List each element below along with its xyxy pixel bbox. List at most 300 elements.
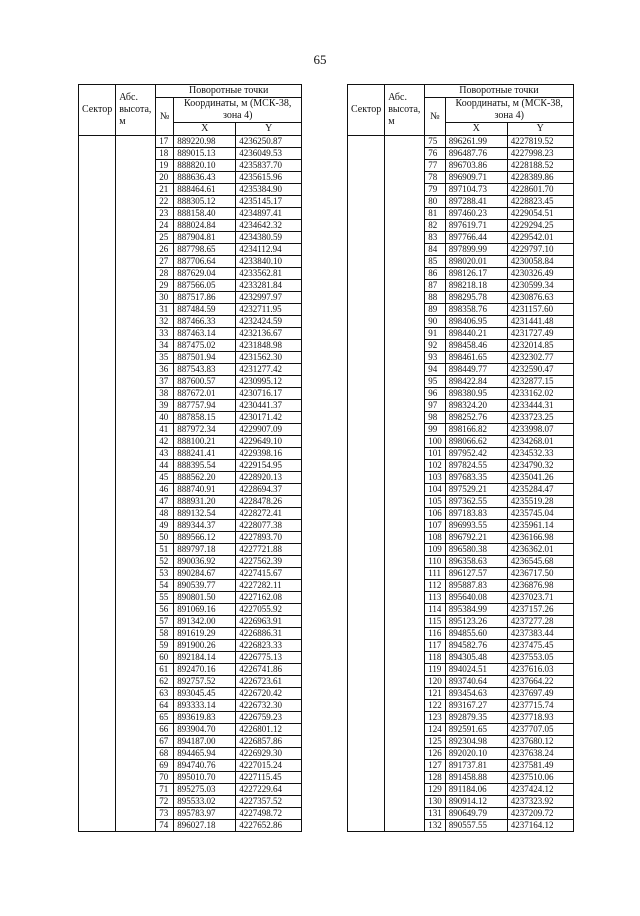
y-coordinate-cell: 4234897.41 (236, 208, 302, 220)
point-number-cell: 122 (425, 700, 446, 712)
x-coordinate-cell: 896127.57 (445, 568, 507, 580)
point-number-cell: 121 (425, 688, 446, 700)
point-number-cell: 91 (425, 328, 446, 340)
x-coordinate-cell: 898126.17 (445, 268, 507, 280)
y-coordinate-cell: 4237707.05 (507, 724, 573, 736)
point-number-cell: 130 (425, 796, 446, 808)
point-number-cell: 34 (156, 340, 174, 352)
y-coordinate-cell: 4230716.17 (236, 388, 302, 400)
x-coordinate-cell: 894305.48 (445, 652, 507, 664)
x-coordinate-cell: 887466.33 (174, 316, 236, 328)
y-coordinate-cell: 4226723.61 (236, 676, 302, 688)
point-number-cell: 68 (156, 748, 174, 760)
y-coordinate-cell: 4228478.26 (236, 496, 302, 508)
y-coordinate-cell: 4227229.64 (236, 784, 302, 796)
x-coordinate-cell: 897683.35 (445, 472, 507, 484)
y-coordinate-cell: 4232014.85 (507, 340, 573, 352)
x-coordinate-cell: 898458.46 (445, 340, 507, 352)
y-coordinate-cell: 4236166.98 (507, 532, 573, 544)
coordinates-table-right (347, 84, 574, 832)
y-coordinate-cell: 4227357.52 (236, 796, 302, 808)
point-number-cell: 32 (156, 316, 174, 328)
point-number-cell: 95 (425, 376, 446, 388)
x-coordinate-cell: 892020.10 (445, 748, 507, 760)
point-number-cell: 56 (156, 604, 174, 616)
x-coordinate-cell: 888100.21 (174, 436, 236, 448)
point-number-cell: 132 (425, 820, 446, 832)
y-coordinate-cell: 4235041.26 (507, 472, 573, 484)
y-coordinate-cell: 4231157.60 (507, 304, 573, 316)
point-number-cell: 53 (156, 568, 174, 580)
y-coordinate-cell: 4237718.93 (507, 712, 573, 724)
x-coordinate-cell: 890649.79 (445, 808, 507, 820)
x-coordinate-cell: 898406.95 (445, 316, 507, 328)
y-coordinate-cell: 4227055.92 (236, 604, 302, 616)
y-coordinate-cell: 4230876.63 (507, 292, 573, 304)
y-coordinate-cell: 4236876.98 (507, 580, 573, 592)
point-number-cell: 100 (425, 436, 446, 448)
y-coordinate-cell: 4227893.70 (236, 532, 302, 544)
x-coordinate-cell: 887463.14 (174, 328, 236, 340)
header-sector: Сектор (79, 85, 116, 136)
point-number-cell: 85 (425, 256, 446, 268)
point-number-cell: 116 (425, 628, 446, 640)
point-number-cell: 94 (425, 364, 446, 376)
point-number-cell: 107 (425, 520, 446, 532)
y-coordinate-cell: 4235519.28 (507, 496, 573, 508)
x-coordinate-cell: 889797.18 (174, 544, 236, 556)
x-coordinate-cell: 895384.99 (445, 604, 507, 616)
x-coordinate-cell: 889566.12 (174, 532, 236, 544)
y-coordinate-cell: 4237638.24 (507, 748, 573, 760)
x-coordinate-cell: 887566.05 (174, 280, 236, 292)
point-number-cell: 104 (425, 484, 446, 496)
point-number-cell: 46 (156, 484, 174, 496)
y-coordinate-cell: 4229797.10 (507, 244, 573, 256)
y-coordinate-cell: 4237023.71 (507, 592, 573, 604)
point-number-cell: 111 (425, 568, 446, 580)
x-coordinate-cell: 893740.64 (445, 676, 507, 688)
x-coordinate-cell: 897288.41 (445, 196, 507, 208)
point-number-cell: 22 (156, 196, 174, 208)
y-coordinate-cell: 4235145.17 (236, 196, 302, 208)
x-coordinate-cell: 889132.54 (174, 508, 236, 520)
x-coordinate-cell: 897899.99 (445, 244, 507, 256)
x-coordinate-cell: 898066.62 (445, 436, 507, 448)
x-coordinate-cell: 891342.00 (174, 616, 236, 628)
point-number-cell: 125 (425, 736, 446, 748)
y-coordinate-cell: 4230599.34 (507, 280, 573, 292)
x-coordinate-cell: 895123.26 (445, 616, 507, 628)
point-number-cell: 67 (156, 736, 174, 748)
point-number-cell: 119 (425, 664, 446, 676)
y-coordinate-cell: 4237664.22 (507, 676, 573, 688)
x-coordinate-cell: 890914.12 (445, 796, 507, 808)
y-coordinate-cell: 4230171.42 (236, 412, 302, 424)
x-coordinate-cell: 890284.67 (174, 568, 236, 580)
y-coordinate-cell: 4234112.94 (236, 244, 302, 256)
point-number-cell: 97 (425, 400, 446, 412)
x-coordinate-cell: 896993.55 (445, 520, 507, 532)
y-coordinate-cell: 4232711.95 (236, 304, 302, 316)
x-coordinate-cell: 891184.06 (445, 784, 507, 796)
x-coordinate-cell: 893045.45 (174, 688, 236, 700)
x-coordinate-cell: 897362.55 (445, 496, 507, 508)
point-number-cell: 47 (156, 496, 174, 508)
x-coordinate-cell: 888820.10 (174, 160, 236, 172)
point-number-cell: 25 (156, 232, 174, 244)
y-coordinate-cell: 4230441.37 (236, 400, 302, 412)
x-coordinate-cell: 890539.77 (174, 580, 236, 592)
y-coordinate-cell: 4237424.12 (507, 784, 573, 796)
point-number-cell: 99 (425, 424, 446, 436)
y-coordinate-cell: 4232302.77 (507, 352, 573, 364)
point-number-cell: 81 (425, 208, 446, 220)
x-coordinate-cell: 897460.23 (445, 208, 507, 220)
x-coordinate-cell: 896487.76 (445, 148, 507, 160)
point-number-cell: 30 (156, 292, 174, 304)
x-coordinate-cell: 888636.43 (174, 172, 236, 184)
table-body-left (79, 136, 302, 832)
x-coordinate-cell: 887501.94 (174, 352, 236, 364)
point-number-cell: 70 (156, 772, 174, 784)
y-coordinate-cell: 4237553.05 (507, 652, 573, 664)
point-number-cell: 33 (156, 328, 174, 340)
x-coordinate-cell: 888740.91 (174, 484, 236, 496)
y-coordinate-cell: 4227282.11 (236, 580, 302, 592)
point-number-cell: 58 (156, 628, 174, 640)
x-coordinate-cell: 892591.65 (445, 724, 507, 736)
x-coordinate-cell: 888931.20 (174, 496, 236, 508)
y-coordinate-cell: 4231277.42 (236, 364, 302, 376)
y-coordinate-cell: 4237697.49 (507, 688, 573, 700)
point-number-cell: 129 (425, 784, 446, 796)
x-coordinate-cell: 888305.12 (174, 196, 236, 208)
y-coordinate-cell: 4237475.45 (507, 640, 573, 652)
x-coordinate-cell: 890036.92 (174, 556, 236, 568)
x-coordinate-cell: 895533.02 (174, 796, 236, 808)
point-number-cell: 69 (156, 760, 174, 772)
y-coordinate-cell: 4229154.95 (236, 460, 302, 472)
x-coordinate-cell: 893454.63 (445, 688, 507, 700)
y-coordinate-cell: 4227998.23 (507, 148, 573, 160)
y-coordinate-cell: 4229542.01 (507, 232, 573, 244)
x-coordinate-cell: 898324.20 (445, 400, 507, 412)
y-coordinate-cell: 4230995.12 (236, 376, 302, 388)
header-x: X (445, 123, 507, 136)
point-number-cell: 73 (156, 808, 174, 820)
point-number-cell: 118 (425, 652, 446, 664)
x-coordinate-cell: 893619.83 (174, 712, 236, 724)
y-coordinate-cell: 4227652.86 (236, 820, 302, 832)
point-number-cell: 120 (425, 676, 446, 688)
x-coordinate-cell: 894582.76 (445, 640, 507, 652)
point-number-cell: 80 (425, 196, 446, 208)
y-coordinate-cell: 4237157.26 (507, 604, 573, 616)
x-coordinate-cell: 898449.77 (445, 364, 507, 376)
x-coordinate-cell: 888395.54 (174, 460, 236, 472)
x-coordinate-cell: 889344.37 (174, 520, 236, 532)
x-coordinate-cell: 887629.04 (174, 268, 236, 280)
y-coordinate-cell: 4227819.52 (507, 136, 573, 148)
y-coordinate-cell: 4233723.25 (507, 412, 573, 424)
x-coordinate-cell: 897766.44 (445, 232, 507, 244)
x-coordinate-cell: 896261.99 (445, 136, 507, 148)
y-coordinate-cell: 4233281.84 (236, 280, 302, 292)
x-coordinate-cell: 887798.65 (174, 244, 236, 256)
x-coordinate-cell: 894740.76 (174, 760, 236, 772)
point-number-cell: 44 (156, 460, 174, 472)
y-coordinate-cell: 4237616.03 (507, 664, 573, 676)
x-coordinate-cell: 896580.38 (445, 544, 507, 556)
header-number: № (425, 98, 446, 136)
x-coordinate-cell: 897183.83 (445, 508, 507, 520)
point-number-cell: 96 (425, 388, 446, 400)
x-coordinate-cell: 887475.02 (174, 340, 236, 352)
header-y: Y (236, 123, 302, 136)
y-coordinate-cell: 4236049.53 (236, 148, 302, 160)
point-number-cell: 102 (425, 460, 446, 472)
point-number-cell: 51 (156, 544, 174, 556)
coordinates-table-left (78, 84, 302, 832)
point-number-cell: 77 (425, 160, 446, 172)
x-coordinate-cell: 890801.50 (174, 592, 236, 604)
point-number-cell: 45 (156, 472, 174, 484)
y-coordinate-cell: 4234532.33 (507, 448, 573, 460)
point-number-cell: 61 (156, 664, 174, 676)
y-coordinate-cell: 4237164.12 (507, 820, 573, 832)
y-coordinate-cell: 4229907.09 (236, 424, 302, 436)
y-coordinate-cell: 4237209.72 (507, 808, 573, 820)
point-number-cell: 59 (156, 640, 174, 652)
point-number-cell: 71 (156, 784, 174, 796)
x-coordinate-cell: 898295.78 (445, 292, 507, 304)
y-coordinate-cell: 4228920.13 (236, 472, 302, 484)
x-coordinate-cell: 887706.64 (174, 256, 236, 268)
point-number-cell: 40 (156, 412, 174, 424)
y-coordinate-cell: 4226775.13 (236, 652, 302, 664)
point-number-cell: 74 (156, 820, 174, 832)
point-number-cell: 113 (425, 592, 446, 604)
point-number-cell: 17 (156, 136, 174, 148)
x-coordinate-cell: 896358.63 (445, 556, 507, 568)
y-coordinate-cell: 4228694.37 (236, 484, 302, 496)
x-coordinate-cell: 896703.86 (445, 160, 507, 172)
y-coordinate-cell: 4229649.10 (236, 436, 302, 448)
y-coordinate-cell: 4234790.32 (507, 460, 573, 472)
point-number-cell: 98 (425, 412, 446, 424)
x-coordinate-cell: 888464.61 (174, 184, 236, 196)
y-coordinate-cell: 4231441.48 (507, 316, 573, 328)
y-coordinate-cell: 4235961.14 (507, 520, 573, 532)
x-coordinate-cell: 898020.01 (445, 256, 507, 268)
y-coordinate-cell: 4227015.24 (236, 760, 302, 772)
x-coordinate-cell: 888562.20 (174, 472, 236, 484)
y-coordinate-cell: 4228188.52 (507, 160, 573, 172)
point-number-cell: 65 (156, 712, 174, 724)
page-number: 65 (313, 52, 327, 67)
x-coordinate-cell: 897104.73 (445, 184, 507, 196)
y-coordinate-cell: 4228077.38 (236, 520, 302, 532)
x-coordinate-cell: 887672.01 (174, 388, 236, 400)
header-sector: Сектор (348, 85, 385, 136)
point-number-cell: 50 (156, 532, 174, 544)
y-coordinate-cell: 4231562.30 (236, 352, 302, 364)
y-coordinate-cell: 4232997.97 (236, 292, 302, 304)
abs-height-cell (385, 136, 425, 832)
abs-height-cell (116, 136, 156, 832)
point-number-cell: 103 (425, 472, 446, 484)
point-number-cell: 29 (156, 280, 174, 292)
x-coordinate-cell: 893167.27 (445, 700, 507, 712)
y-coordinate-cell: 4229398.16 (236, 448, 302, 460)
x-coordinate-cell: 897619.71 (445, 220, 507, 232)
x-coordinate-cell: 894187.00 (174, 736, 236, 748)
point-number-cell: 92 (425, 340, 446, 352)
point-number-cell: 90 (425, 316, 446, 328)
y-coordinate-cell: 4226886.31 (236, 628, 302, 640)
point-number-cell: 109 (425, 544, 446, 556)
y-coordinate-cell: 4235384.90 (236, 184, 302, 196)
y-coordinate-cell: 4235745.04 (507, 508, 573, 520)
point-number-cell: 35 (156, 352, 174, 364)
x-coordinate-cell: 896027.18 (174, 820, 236, 832)
point-number-cell: 24 (156, 220, 174, 232)
header-coordinates: Координаты, м (МСК-38, зона 4) (445, 98, 573, 123)
x-coordinate-cell: 891619.29 (174, 628, 236, 640)
y-coordinate-cell: 4233162.02 (507, 388, 573, 400)
x-coordinate-cell: 898166.82 (445, 424, 507, 436)
y-coordinate-cell: 4226759.23 (236, 712, 302, 724)
point-number-cell: 36 (156, 364, 174, 376)
y-coordinate-cell: 4233998.07 (507, 424, 573, 436)
x-coordinate-cell: 897952.42 (445, 448, 507, 460)
point-number-cell: 19 (156, 160, 174, 172)
header-number: № (156, 98, 174, 136)
y-coordinate-cell: 4237510.06 (507, 772, 573, 784)
x-coordinate-cell: 887904.81 (174, 232, 236, 244)
point-number-cell: 105 (425, 496, 446, 508)
point-number-cell: 63 (156, 688, 174, 700)
point-number-cell: 37 (156, 376, 174, 388)
header-coordinates: Координаты, м (МСК-38, зона 4) (174, 98, 302, 123)
y-coordinate-cell: 4228389.86 (507, 172, 573, 184)
point-number-cell: 89 (425, 304, 446, 316)
x-coordinate-cell: 891900.26 (174, 640, 236, 652)
point-number-cell: 57 (156, 616, 174, 628)
x-coordinate-cell: 897529.21 (445, 484, 507, 496)
y-coordinate-cell: 4234642.32 (236, 220, 302, 232)
point-number-cell: 106 (425, 508, 446, 520)
x-coordinate-cell: 892470.16 (174, 664, 236, 676)
y-coordinate-cell: 4226720.42 (236, 688, 302, 700)
point-number-cell: 27 (156, 256, 174, 268)
y-coordinate-cell: 4226732.30 (236, 700, 302, 712)
x-coordinate-cell: 887972.34 (174, 424, 236, 436)
x-coordinate-cell: 887484.59 (174, 304, 236, 316)
x-coordinate-cell: 891737.81 (445, 760, 507, 772)
x-coordinate-cell: 887600.57 (174, 376, 236, 388)
y-coordinate-cell: 4226963.91 (236, 616, 302, 628)
header-turning-points: Поворотные точки (425, 85, 574, 98)
y-coordinate-cell: 4229054.51 (507, 208, 573, 220)
y-coordinate-cell: 4226741.86 (236, 664, 302, 676)
point-number-cell: 66 (156, 724, 174, 736)
point-number-cell: 55 (156, 592, 174, 604)
point-number-cell: 83 (425, 232, 446, 244)
x-coordinate-cell: 895010.70 (174, 772, 236, 784)
y-coordinate-cell: 4237715.74 (507, 700, 573, 712)
point-number-cell: 127 (425, 760, 446, 772)
x-coordinate-cell: 893904.70 (174, 724, 236, 736)
x-coordinate-cell: 893333.14 (174, 700, 236, 712)
point-number-cell: 42 (156, 436, 174, 448)
y-coordinate-cell: 4237277.28 (507, 616, 573, 628)
y-coordinate-cell: 4227415.67 (236, 568, 302, 580)
y-coordinate-cell: 4232136.67 (236, 328, 302, 340)
x-coordinate-cell: 890557.55 (445, 820, 507, 832)
x-coordinate-cell: 895783.97 (174, 808, 236, 820)
point-number-cell: 72 (156, 796, 174, 808)
y-coordinate-cell: 4237383.44 (507, 628, 573, 640)
point-number-cell: 115 (425, 616, 446, 628)
x-coordinate-cell: 895640.08 (445, 592, 507, 604)
point-number-cell: 112 (425, 580, 446, 592)
y-coordinate-cell: 4228601.70 (507, 184, 573, 196)
x-coordinate-cell: 891069.16 (174, 604, 236, 616)
x-coordinate-cell: 895275.03 (174, 784, 236, 796)
point-number-cell: 60 (156, 652, 174, 664)
x-coordinate-cell: 898380.95 (445, 388, 507, 400)
x-coordinate-cell: 894465.94 (174, 748, 236, 760)
y-coordinate-cell: 4226823.33 (236, 640, 302, 652)
y-coordinate-cell: 4227562.39 (236, 556, 302, 568)
x-coordinate-cell: 892304.98 (445, 736, 507, 748)
x-coordinate-cell: 898218.18 (445, 280, 507, 292)
table-body-right (348, 136, 574, 832)
y-coordinate-cell: 4235615.96 (236, 172, 302, 184)
x-coordinate-cell: 897824.55 (445, 460, 507, 472)
y-coordinate-cell: 4231848.98 (236, 340, 302, 352)
point-number-cell: 123 (425, 712, 446, 724)
y-coordinate-cell: 4230058.84 (507, 256, 573, 268)
header-y: Y (507, 123, 573, 136)
point-number-cell: 43 (156, 448, 174, 460)
x-coordinate-cell: 898358.76 (445, 304, 507, 316)
x-coordinate-cell: 892879.35 (445, 712, 507, 724)
point-number-cell: 75 (425, 136, 446, 148)
point-number-cell: 86 (425, 268, 446, 280)
x-coordinate-cell: 898461.65 (445, 352, 507, 364)
point-number-cell: 54 (156, 580, 174, 592)
x-coordinate-cell: 894855.60 (445, 628, 507, 640)
y-coordinate-cell: 4233840.10 (236, 256, 302, 268)
point-number-cell: 52 (156, 556, 174, 568)
y-coordinate-cell: 4232424.59 (236, 316, 302, 328)
point-number-cell: 87 (425, 280, 446, 292)
x-coordinate-cell: 896792.21 (445, 532, 507, 544)
point-number-cell: 62 (156, 676, 174, 688)
point-number-cell: 26 (156, 244, 174, 256)
point-number-cell: 78 (425, 172, 446, 184)
x-coordinate-cell: 887858.15 (174, 412, 236, 424)
sector-cell (348, 136, 385, 832)
x-coordinate-cell: 888024.84 (174, 220, 236, 232)
x-coordinate-cell: 891458.88 (445, 772, 507, 784)
point-number-cell: 41 (156, 424, 174, 436)
point-number-cell: 76 (425, 148, 446, 160)
point-number-cell: 23 (156, 208, 174, 220)
